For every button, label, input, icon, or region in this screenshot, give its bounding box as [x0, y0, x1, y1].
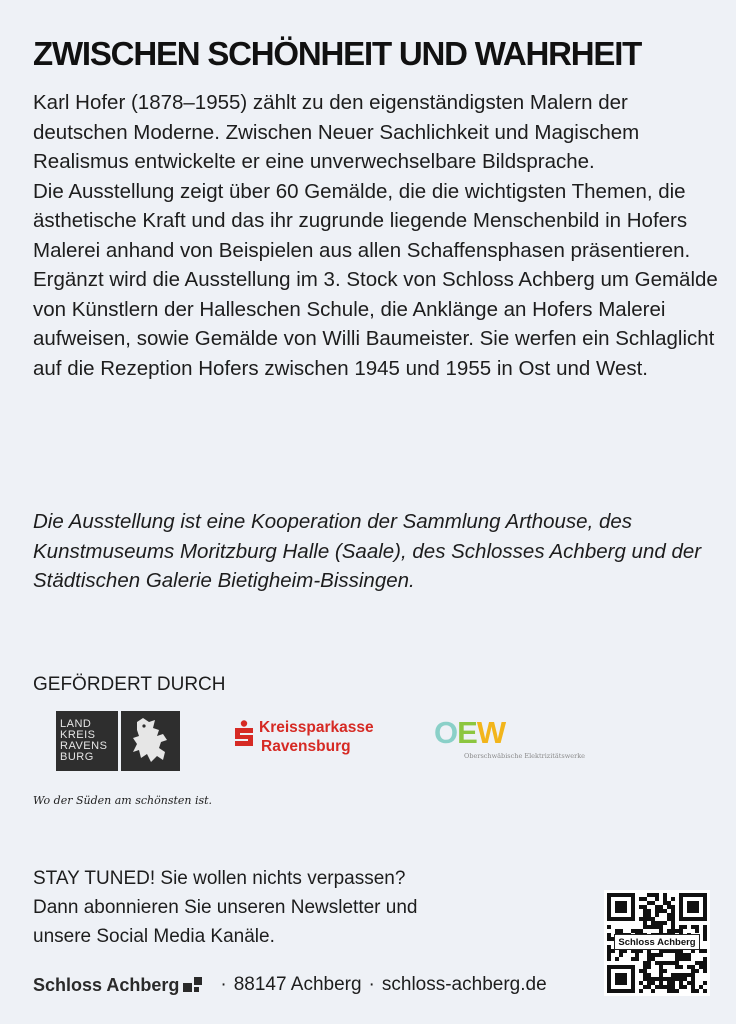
qr-module — [671, 897, 675, 901]
qr-module — [699, 965, 703, 969]
qr-module — [643, 925, 647, 929]
qr-module — [615, 957, 619, 961]
qr-module — [687, 957, 691, 961]
qr-module — [675, 929, 679, 933]
qr-module — [671, 989, 675, 993]
paragraph-supplement: Ergänzt wird die Ausstellung im 3. Stock von Schloss Achberg um Gemälde von Künstlern der Halleschen Schule, die Anklänge an Hofers Malerei aufweisen, sowie Gemälde von Willi Baumeister. Sie werfen ein Schlaglicht auf die Rezeption Hofers zwischen 1945 und 1955 in Ost und West. — [33, 268, 718, 380]
qr-module — [687, 953, 691, 957]
oew-letter-w: W — [476, 715, 506, 750]
qr-module — [643, 905, 647, 909]
qr-module — [643, 897, 647, 901]
body-text — [33, 88, 723, 383]
oew-wordmark — [434, 716, 585, 750]
landkreis-line: RAVENS — [60, 740, 108, 752]
qr-module — [667, 929, 671, 933]
qr-module — [631, 957, 635, 961]
qr-module — [659, 921, 663, 925]
paragraph-intro: Karl Hofer (1878–1955) zählt zu den eigenständigsten Malern der deutschen Moderne. Zwischen Neuer Sachlichkeit und Magischem Realismus entwickelte er eine unverwechselbare Bildsprache. — [33, 91, 640, 173]
qr-module — [675, 973, 679, 977]
qr-module — [659, 973, 663, 977]
qr-module — [703, 961, 707, 965]
qr-module — [651, 957, 655, 961]
qr-module — [675, 957, 679, 961]
qr-module — [663, 901, 667, 905]
qr-module — [699, 961, 703, 965]
kreissparkasse-city: Ravensburg — [261, 738, 351, 755]
qr-module — [671, 925, 675, 929]
castle-squares-icon — [183, 975, 205, 995]
qr-module — [647, 913, 651, 917]
oew-letter-e: E — [457, 715, 477, 750]
qr-module — [651, 917, 655, 921]
qr-module — [619, 953, 623, 957]
qr-module — [667, 977, 671, 981]
qr-module — [671, 905, 675, 909]
qr-finder — [687, 901, 699, 913]
qr-module — [703, 957, 707, 961]
qr-module — [687, 973, 691, 977]
qr-module — [703, 981, 707, 985]
qr-finder — [615, 973, 627, 985]
paragraph-exhibition: Die Ausstellung zeigt über 60 Gemälde, die die wichtigsten Themen, die ästhetische Kraft und das ihr zugrunde liegende Menschenbild in Hofers Malerei anhand von Beispielen aus allen Schaffensphasen präsentieren. — [33, 179, 691, 262]
qr-module — [679, 925, 683, 929]
qr-module — [683, 985, 687, 989]
qr-module — [607, 953, 611, 957]
qr-module — [659, 925, 663, 929]
qr-module — [639, 969, 643, 973]
qr-module — [703, 969, 707, 973]
qr-module — [679, 973, 683, 977]
qr-module — [679, 977, 683, 981]
qr-module — [663, 985, 667, 989]
footer-separator: · — [220, 974, 227, 995]
qr-module — [695, 961, 699, 965]
qr-module — [671, 913, 675, 917]
qr-module — [691, 925, 695, 929]
qr-module — [635, 957, 639, 961]
qr-module — [647, 925, 651, 929]
qr-module — [647, 893, 651, 897]
newsletter-line: STAY TUNED! Sie wollen nichts verpassen? — [33, 868, 406, 889]
qr-module — [659, 961, 663, 965]
kreissparkasse-name: Kreissparkasse — [259, 719, 374, 736]
qr-module — [659, 981, 663, 985]
qr-module — [683, 973, 687, 977]
qr-module — [671, 981, 675, 985]
qr-module — [647, 901, 651, 905]
qr-module — [659, 969, 663, 973]
qr-module — [695, 969, 699, 973]
footer-separator: · — [368, 974, 375, 995]
qr-module — [647, 909, 651, 913]
qr-module — [703, 965, 707, 969]
qr-module — [639, 897, 643, 901]
qr-module — [671, 977, 675, 981]
page-title: ZWISCHEN SCHÖNHEIT UND WAHRHEIT — [33, 35, 642, 72]
sparkasse-s-icon — [233, 720, 255, 746]
qr-module — [607, 957, 611, 961]
qr-module — [607, 933, 611, 937]
qr-module — [679, 965, 683, 969]
qr-module — [655, 977, 659, 981]
qr-module — [607, 925, 611, 929]
qr-module — [639, 989, 643, 993]
qr-module — [659, 953, 663, 957]
qr-module — [675, 977, 679, 981]
qr-module — [691, 981, 695, 985]
qr-module — [639, 981, 643, 985]
qr-module — [619, 929, 623, 933]
qr-module — [643, 913, 647, 917]
qr-module — [643, 921, 647, 925]
qr-module — [695, 989, 699, 993]
qr-module — [667, 901, 671, 905]
qr-module — [675, 961, 679, 965]
qr-module — [663, 909, 667, 913]
qr-module — [667, 913, 671, 917]
qr-module — [663, 897, 667, 901]
qr-module — [703, 925, 707, 929]
qr-module — [703, 929, 707, 933]
qr-module — [691, 985, 695, 989]
qr-module — [703, 949, 707, 953]
qr-module — [655, 893, 659, 897]
qr-module — [695, 929, 699, 933]
qr-module — [631, 929, 635, 933]
qr-module — [671, 985, 675, 989]
qr-module — [659, 985, 663, 989]
qr-module — [663, 969, 667, 973]
qr-module — [655, 897, 659, 901]
qr-module — [643, 917, 647, 921]
qr-module — [679, 953, 683, 957]
qr-module — [659, 965, 663, 969]
qr-module — [667, 961, 671, 965]
qr-module — [655, 985, 659, 989]
qr-module — [655, 913, 659, 917]
qr-module — [643, 977, 647, 981]
qr-module — [651, 893, 655, 897]
qr-module — [659, 977, 663, 981]
qr-module — [651, 981, 655, 985]
qr-module — [655, 909, 659, 913]
qr-module — [647, 981, 651, 985]
qr-module — [679, 981, 683, 985]
qr-module — [655, 905, 659, 909]
qr-module — [635, 929, 639, 933]
qr-module — [615, 929, 619, 933]
oew-logo — [434, 716, 585, 760]
qr-module — [647, 977, 651, 981]
qr-module — [679, 985, 683, 989]
qr-module — [679, 957, 683, 961]
qr-module — [683, 925, 687, 929]
qr-module — [667, 981, 671, 985]
qr-module — [663, 977, 667, 981]
qr-module — [651, 901, 655, 905]
kreissparkasse-logo — [233, 718, 374, 756]
sponsor-heading: GEFÖRDERT DURCH — [33, 674, 226, 695]
qr-module — [691, 973, 695, 977]
qr-module — [667, 917, 671, 921]
qr-module — [643, 961, 647, 965]
qr-module — [639, 929, 643, 933]
qr-module — [651, 925, 655, 929]
qr-module — [607, 937, 611, 941]
landkreis-slogan: Wo der Süden am schönsten ist. — [33, 794, 213, 807]
qr-module — [659, 905, 663, 909]
qr-module — [663, 893, 667, 897]
qr-module — [683, 957, 687, 961]
qr-module — [647, 985, 651, 989]
qr-module — [643, 909, 647, 913]
qr-module — [695, 925, 699, 929]
footer-website[interactable]: schloss-achberg.de — [381, 974, 547, 995]
qr-module — [647, 961, 651, 965]
oew-letter-o: O — [434, 715, 458, 750]
qr-module — [679, 929, 683, 933]
qr-module — [647, 957, 651, 961]
qr-module — [655, 921, 659, 925]
qr-module — [607, 945, 611, 949]
qr-module — [703, 937, 707, 941]
qr-module — [667, 985, 671, 989]
landkreis-line: BURG — [60, 751, 94, 763]
qr-module — [671, 973, 675, 977]
qr-module — [691, 969, 695, 973]
qr-module — [659, 909, 663, 913]
landkreis-line: KREIS — [60, 729, 96, 741]
qr-module — [659, 929, 663, 933]
qr-module — [647, 973, 651, 977]
footer — [33, 974, 547, 996]
cooperation-text: Die Ausstellung ist eine Kooperation der Sammlung Arthouse, des Kunstmuseums Moritzburg Halle (Saale), des Schlosses Achberg und der Städtischen Galerie Bietigheim-Bissingen. — [33, 510, 702, 592]
qr-module — [655, 925, 659, 929]
footer-brand: Schloss Achberg — [33, 974, 180, 995]
qr-module — [643, 965, 647, 969]
qr-module — [651, 977, 655, 981]
qr-module — [675, 989, 679, 993]
qr-module — [699, 985, 703, 989]
qr-module — [643, 985, 647, 989]
qr-module — [655, 953, 659, 957]
qr-module — [651, 989, 655, 993]
oew-subtitle: Oberschwäbische Elektrizitätswerke — [464, 752, 586, 760]
qr-module — [671, 961, 675, 965]
qr-module — [647, 917, 651, 921]
qr-finder — [615, 901, 627, 913]
qr-module — [655, 961, 659, 965]
qr-module — [675, 965, 679, 969]
qr-module — [667, 989, 671, 993]
qr-module — [663, 961, 667, 965]
qr-module — [687, 981, 691, 985]
qr-module — [703, 989, 707, 993]
qr-module — [643, 969, 647, 973]
qr-module — [635, 953, 639, 957]
qr-module — [671, 921, 675, 925]
qr-module — [691, 965, 695, 969]
qr-module — [703, 933, 707, 937]
newsletter-line: Dann abonnieren Sie unseren Newsletter und — [33, 897, 418, 918]
lion-icon — [121, 711, 180, 771]
landkreis-line: LAND — [60, 718, 92, 730]
qr-module — [639, 905, 643, 909]
qr-module — [683, 977, 687, 981]
qr-module — [683, 953, 687, 957]
qr-module — [687, 965, 691, 969]
landkreis-logo — [56, 711, 180, 771]
qr-code-icon[interactable] — [604, 890, 710, 996]
newsletter-callout — [33, 864, 573, 951]
qr-module — [647, 965, 651, 969]
newsletter-line: unsere Social Media Kanäle. — [33, 926, 275, 947]
qr-module — [671, 909, 675, 913]
qr-module — [691, 989, 695, 993]
qr-module — [647, 953, 651, 957]
footer-address: 88147 Achberg — [233, 974, 362, 995]
qr-module — [643, 973, 647, 977]
qr-module — [607, 949, 611, 953]
qr-module — [675, 953, 679, 957]
qr-module — [671, 929, 675, 933]
qr-module — [663, 921, 667, 925]
qr-module — [691, 977, 695, 981]
qr-module — [667, 905, 671, 909]
landkreis-wordmark — [56, 711, 118, 771]
qr-label: Schloss Achberg — [614, 934, 700, 950]
qr-module — [671, 917, 675, 921]
qr-module — [639, 917, 643, 921]
qr-module — [651, 953, 655, 957]
qr-module — [651, 921, 655, 925]
